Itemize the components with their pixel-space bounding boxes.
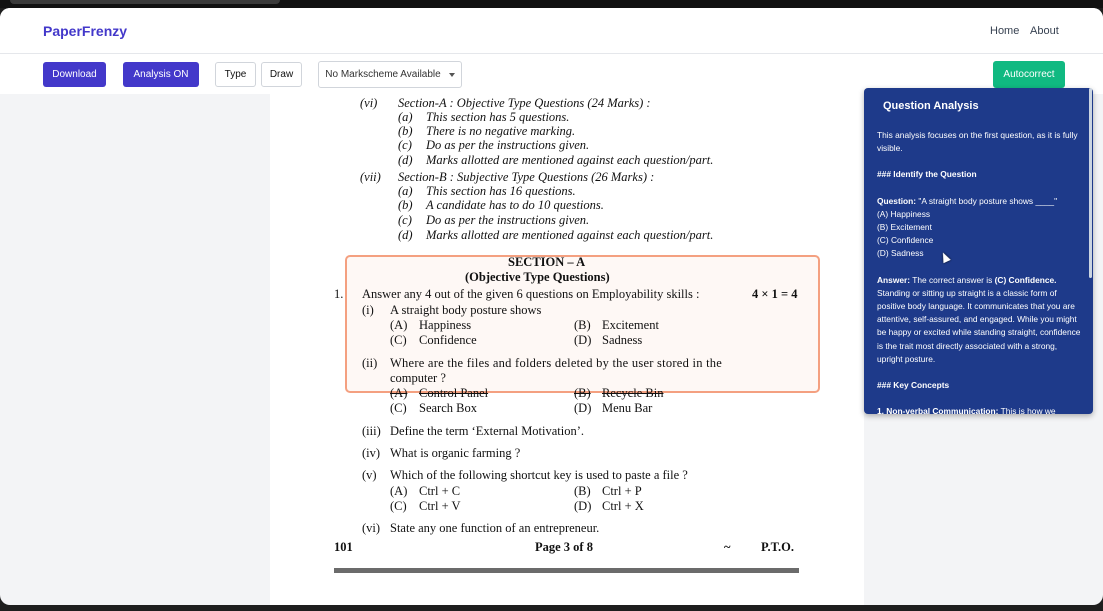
pdf-viewer[interactable] bbox=[270, 94, 864, 605]
instr-vi-b-label: (b) bbox=[398, 124, 413, 138]
sub-i-opt-c-label: (C) bbox=[390, 333, 407, 347]
instr-vi-c-label: (c) bbox=[398, 138, 412, 152]
instr-vii-num: (vii) bbox=[360, 170, 381, 184]
instr-vii-text: Section-B : Subjective Type Questions (26 Marks) : bbox=[398, 170, 655, 184]
analysis-answer bbox=[877, 274, 1082, 366]
sub-v-text: Which of the following shortcut key is used to paste a file ? bbox=[390, 468, 688, 482]
sub-ii-text: Where are the files and folders deleted by the user stored in the bbox=[390, 356, 723, 370]
instr-vi-text: Section-A : Objective Type Questions (24 Marks) : bbox=[398, 96, 651, 110]
instr-vi-d-text: Marks allotted are mentioned against each question/part. bbox=[426, 153, 714, 167]
app-window bbox=[0, 8, 1103, 605]
section-title: SECTION – A bbox=[508, 255, 586, 269]
analysis-answer-label: Answer: bbox=[877, 274, 911, 285]
page-footer-pto: P.T.O. bbox=[761, 540, 794, 554]
page-footer-code: 101 bbox=[334, 540, 353, 554]
sub-i-opt-a-label: (A) bbox=[390, 318, 408, 332]
analysis-answer-pre: The correct answer is bbox=[910, 274, 995, 285]
analysis-question-label: Question: bbox=[877, 195, 917, 206]
instr-vii-c-label: (c) bbox=[398, 213, 412, 227]
type-button[interactable]: Type bbox=[215, 62, 256, 87]
sub-iv-text: What is organic farming ? bbox=[390, 446, 521, 460]
q1-number: 1. bbox=[334, 287, 344, 301]
sub-i-opt-d-text: Sadness bbox=[602, 333, 643, 347]
sub-i-opt-a-text: Happiness bbox=[419, 318, 472, 332]
instr-vii-d-text: Marks allotted are mentioned against each question/part. bbox=[426, 228, 714, 242]
nav-about-link[interactable]: About bbox=[1030, 25, 1059, 37]
sub-ii-opt-a-text: Control Panel bbox=[419, 386, 489, 400]
analysis-answer-explanation: Standing or sitting up straight is a classic form of positive body language. It communicates that you are attentive, self-assured, and engaged. While you might be happy or excited while standing straight, confidence is the trait most directly associated with a strong, upright posture. bbox=[877, 287, 1081, 364]
section-subtitle: (Objective Type Questions) bbox=[465, 270, 610, 284]
analysis-concept-1 bbox=[877, 405, 1082, 414]
sub-i-text: A straight body posture shows bbox=[390, 303, 542, 317]
sub-v-opt-d-label: (D) bbox=[574, 499, 592, 513]
sub-i-opt-c-text: Confidence bbox=[419, 333, 477, 347]
instr-vi-c-text: Do as per the instructions given. bbox=[426, 138, 590, 152]
sub-ii-label: (ii) bbox=[362, 356, 378, 370]
sub-iv-label: (iv) bbox=[362, 446, 381, 460]
analysis-concept-1-label: 1. Non-verbal Communication: bbox=[877, 406, 999, 414]
sub-v-label: (v) bbox=[362, 468, 377, 482]
analysis-option-b: (B) Excitement bbox=[877, 222, 932, 233]
q1-marks: 4 × 1 = 4 bbox=[752, 287, 798, 301]
instr-vii-b-label: (b) bbox=[398, 198, 413, 212]
markscheme-label: No Markscheme Available bbox=[325, 69, 441, 80]
chevron-down-icon bbox=[449, 73, 455, 77]
page-separator bbox=[334, 568, 799, 573]
nav-home-link[interactable]: Home bbox=[990, 25, 1020, 37]
sub-ii-opt-c-label: (C) bbox=[390, 401, 407, 415]
sub-v-opt-a-text: Ctrl + C bbox=[419, 484, 461, 498]
sub-ii-opt-b-text: Recycle Bin bbox=[602, 386, 664, 400]
panel-body bbox=[877, 129, 1082, 414]
analysis-concept-1-text: This is how we bbox=[998, 406, 1056, 414]
sub-i-opt-b-label: (B) bbox=[574, 318, 591, 332]
instr-vi-a-text: This section has 5 questions. bbox=[426, 110, 570, 124]
markscheme-dropdown[interactable] bbox=[318, 61, 462, 88]
analysis-toggle-button[interactable]: Analysis ON bbox=[123, 62, 199, 87]
instr-vii-a-label: (a) bbox=[398, 184, 413, 198]
sub-i-opt-d-label: (D) bbox=[574, 333, 592, 347]
analysis-intro: This analysis focuses on the first question, as it is fully visible. bbox=[877, 130, 1078, 154]
sub-ii-opt-b-label: (B) bbox=[574, 386, 591, 400]
sub-i-label: (i) bbox=[362, 303, 374, 317]
panel-scrollbar[interactable] bbox=[1089, 88, 1092, 278]
brand-logo[interactable]: PaperFrenzy bbox=[43, 23, 128, 39]
sub-v-opt-b-text: Ctrl + P bbox=[602, 484, 642, 498]
instr-vi-b-text: There is no negative marking. bbox=[426, 124, 576, 138]
sub-iii-label: (iii) bbox=[362, 424, 381, 438]
instr-vii-a-text: This section has 16 questions. bbox=[426, 184, 576, 198]
q1-text: Answer any 4 out of the given 6 questions on Employability skills : bbox=[362, 287, 700, 301]
draw-button[interactable]: Draw bbox=[261, 62, 302, 87]
sub-v-opt-a-label: (A) bbox=[390, 484, 408, 498]
os-tab-pill bbox=[10, 0, 280, 4]
sub-ii-opt-c-text: Search Box bbox=[419, 401, 477, 415]
sub-ii-opt-d-text: Menu Bar bbox=[602, 401, 653, 415]
analysis-heading-concepts: ### Key Concepts bbox=[877, 380, 950, 391]
analysis-option-a: (A) Happiness bbox=[877, 208, 931, 219]
instr-vi-a-label: (a) bbox=[398, 110, 413, 124]
sub-ii-text-cont: computer ? bbox=[390, 371, 446, 385]
navbar bbox=[0, 8, 1103, 54]
analysis-question-text: "A straight body posture shows ____" bbox=[916, 195, 1058, 206]
analysis-heading-identify: ### Identify the Question bbox=[877, 169, 977, 180]
sub-vi-label: (vi) bbox=[362, 521, 381, 535]
autocorrect-button[interactable]: Autocorrect bbox=[993, 61, 1065, 88]
sub-ii-opt-a-label: (A) bbox=[390, 386, 408, 400]
sub-v-opt-b-label: (B) bbox=[574, 484, 591, 498]
download-button[interactable]: Download bbox=[43, 62, 106, 87]
sub-v-opt-d-text: Ctrl + X bbox=[602, 499, 644, 513]
panel-title: Question Analysis bbox=[883, 100, 979, 112]
question-analysis-panel[interactable] bbox=[864, 88, 1093, 414]
instr-vii-d-label: (d) bbox=[398, 228, 413, 242]
sub-i-opt-b-text: Excitement bbox=[602, 318, 659, 332]
sub-ii-opt-d-label: (D) bbox=[574, 401, 592, 415]
analysis-option-d: (D) Sadness bbox=[877, 248, 924, 259]
analysis-question bbox=[877, 195, 1082, 208]
page-footer-number: Page 3 of 8 bbox=[535, 540, 593, 554]
page-footer-tilde: ~ bbox=[724, 540, 731, 554]
sub-iii-text: Define the term ‘External Motivation’. bbox=[390, 424, 585, 438]
sub-vi-text: State any one function of an entrepreneur. bbox=[390, 521, 600, 535]
analysis-option-c: (C) Confidence bbox=[877, 235, 934, 246]
sub-v-opt-c-text: Ctrl + V bbox=[419, 499, 461, 513]
analysis-answer-value: (C) Confidence. bbox=[994, 274, 1057, 285]
instr-vi-num: (vi) bbox=[360, 96, 378, 110]
instr-vii-b-text: A candidate has to do 10 questions. bbox=[426, 198, 604, 212]
instr-vi-d-label: (d) bbox=[398, 153, 413, 167]
sub-v-opt-c-label: (C) bbox=[390, 499, 407, 513]
instr-vii-c-text: Do as per the instructions given. bbox=[426, 213, 590, 227]
